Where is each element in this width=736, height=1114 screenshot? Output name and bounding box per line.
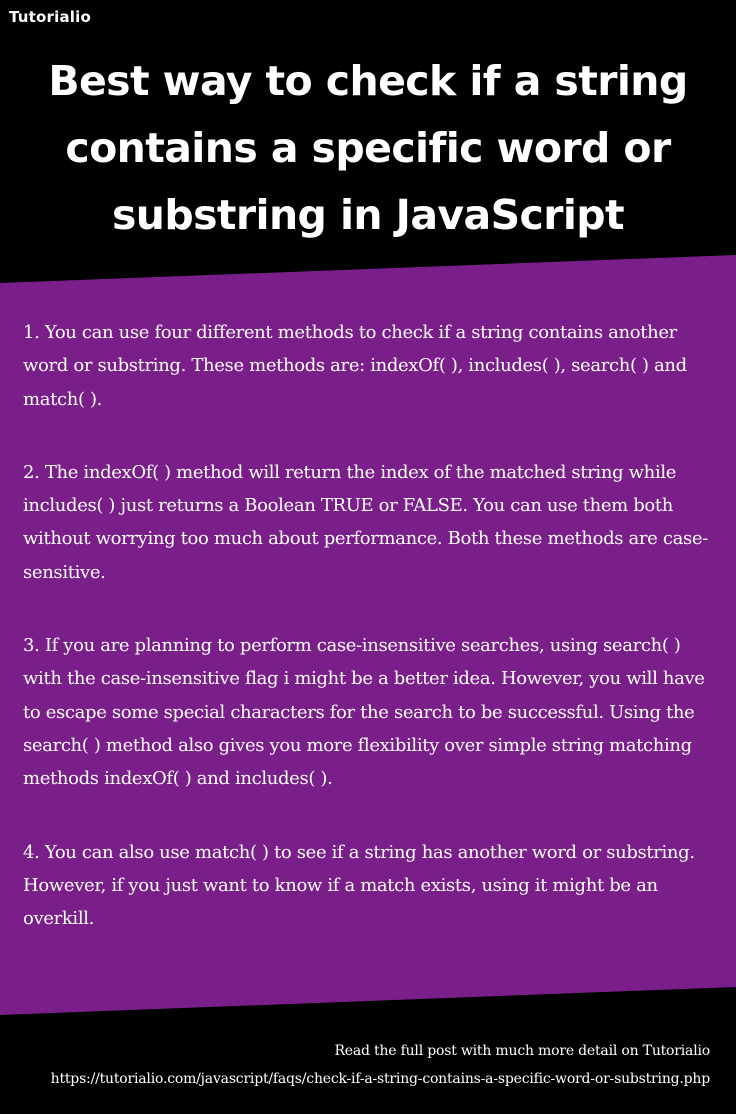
list-item-4: 4. You can also use match( ) to see if a string has another word or substring. However, if you just want to know if a match exists, using it might be an overkill. (23, 841, 695, 930)
list-item-2: 2. The indexOf( ) method will return the index of the matched string while includes( ) just returns a Boolean TRUE or FALSE. You can use them both without worrying too much about performance. Both these methods are case-sensitive. (23, 461, 708, 583)
source-url-link[interactable]: https://tutorialio.com/javascript/faqs/check-if-a-string-contains-a-specific-word-or-substring.php (50, 1071, 710, 1087)
page-title: Best way to check if a string contains a specific word or substring in JavaScript (48, 57, 688, 239)
list-item-1: 1. You can use four different methods to check if a string contains another word or substring. These methods are: indexOf( ), includes( ), search( ) and match( ). (23, 322, 687, 410)
read-more-text: Read the full post with much more detail on Tutorialio (334, 1043, 710, 1059)
list-item-3: 3. If you are planning to perform case-insensitive searches, using search( ) with the case-insensitive flag i might be a better idea. However, you will have to escape some special characters for the search to be successful. Using the search( ) method also gives you more flexibility over simple string matching methods indexOf( ) and includes( ). (23, 635, 705, 790)
brand-logo-text: Tutorialio (9, 8, 91, 26)
footer (51, 1037, 710, 1093)
content-list (23, 316, 718, 975)
